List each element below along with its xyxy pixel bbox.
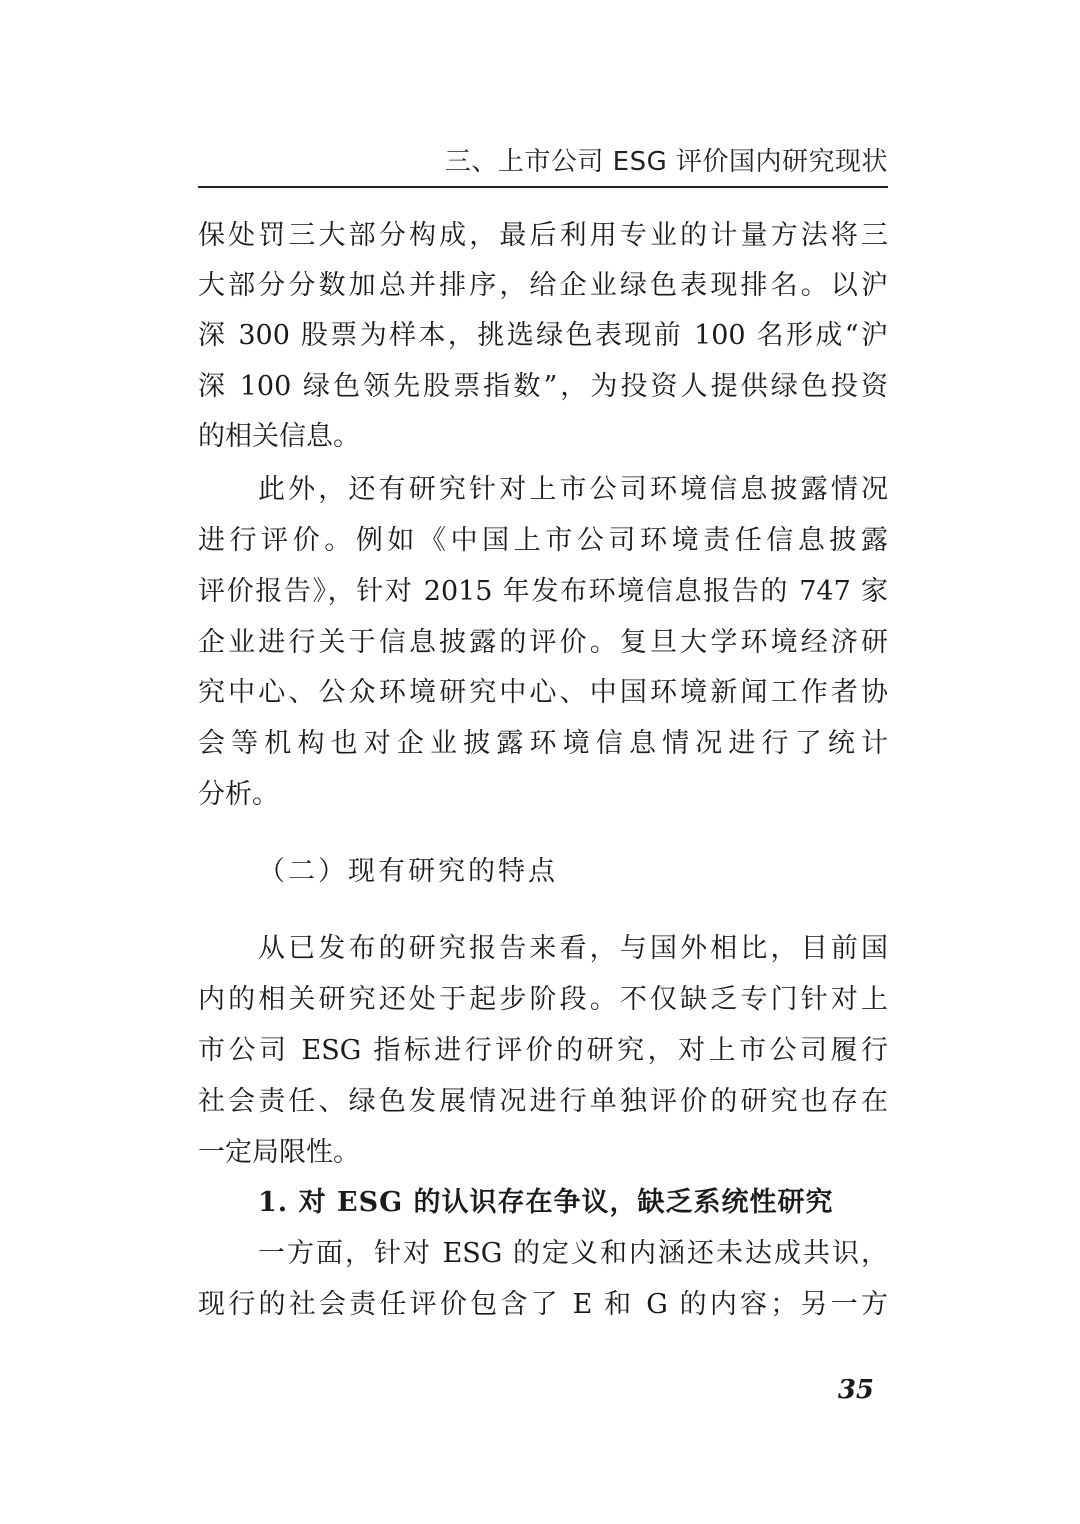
text-line: 从已发布的研究报告来看，与国外相比，目前国 (258, 933, 888, 964)
text-line: 评价报告》，针对 2015 年发布环境信息报告的 747 家 (198, 576, 888, 607)
text-line: 市公司 ESG 指标进行评价的研究，对上市公司履行 (198, 1035, 888, 1066)
subsection-heading: 1. 对 ESG 的认识存在争议，缺乏系统性研究 (258, 1187, 834, 1218)
text-line: 深 300 股票为样本，挑选绿色表现前 100 名形成“沪 (198, 320, 888, 351)
section-heading: （二）现有研究的特点 (258, 856, 558, 887)
text-line: 的相关信息。 (198, 421, 360, 452)
text-line: 保处罚三大部分构成，最后利用专业的计量方法将三 (198, 220, 888, 251)
running-header: 三、上市公司 ESG 评价国内研究现状 (444, 147, 888, 177)
text-line: 一定局限性。 (198, 1137, 360, 1168)
text-line: 究中心、公众环境研究中心、中国环境新闻工作者协 (198, 677, 888, 708)
text-line: 现行的社会责任评价包含了 E 和 G 的内容；另一方 (198, 1289, 888, 1320)
text-line: 进行评价。例如《中国上市公司环境责任信息披露 (198, 525, 888, 556)
text-line: 社会责任、绿色发展情况进行单独评价的研究也存在 (198, 1086, 888, 1117)
text-line: 会等机构也对企业披露环境信息情况进行了统计 (198, 728, 888, 759)
text-line: 企业进行关于信息披露的评价。复旦大学环境经济研 (198, 627, 888, 658)
text-line: 分析。 (198, 779, 279, 810)
text-line: 大部分分数加总并排序，给企业绿色表现排名。以沪 (198, 270, 888, 301)
header-rule (198, 186, 888, 188)
text-line: 此外，还有研究针对上市公司环境信息披露情况 (258, 474, 888, 505)
text-line: 内的相关研究还处于起步阶段。不仅缺乏专门针对上 (198, 984, 888, 1015)
text-line: 一方面，针对 ESG 的定义和内涵还未达成共识， (258, 1238, 888, 1269)
page-number: 35 (837, 1375, 874, 1405)
text-line: 深 100 绿色领先股票指数”，为投资人提供绿色投资 (198, 371, 888, 402)
